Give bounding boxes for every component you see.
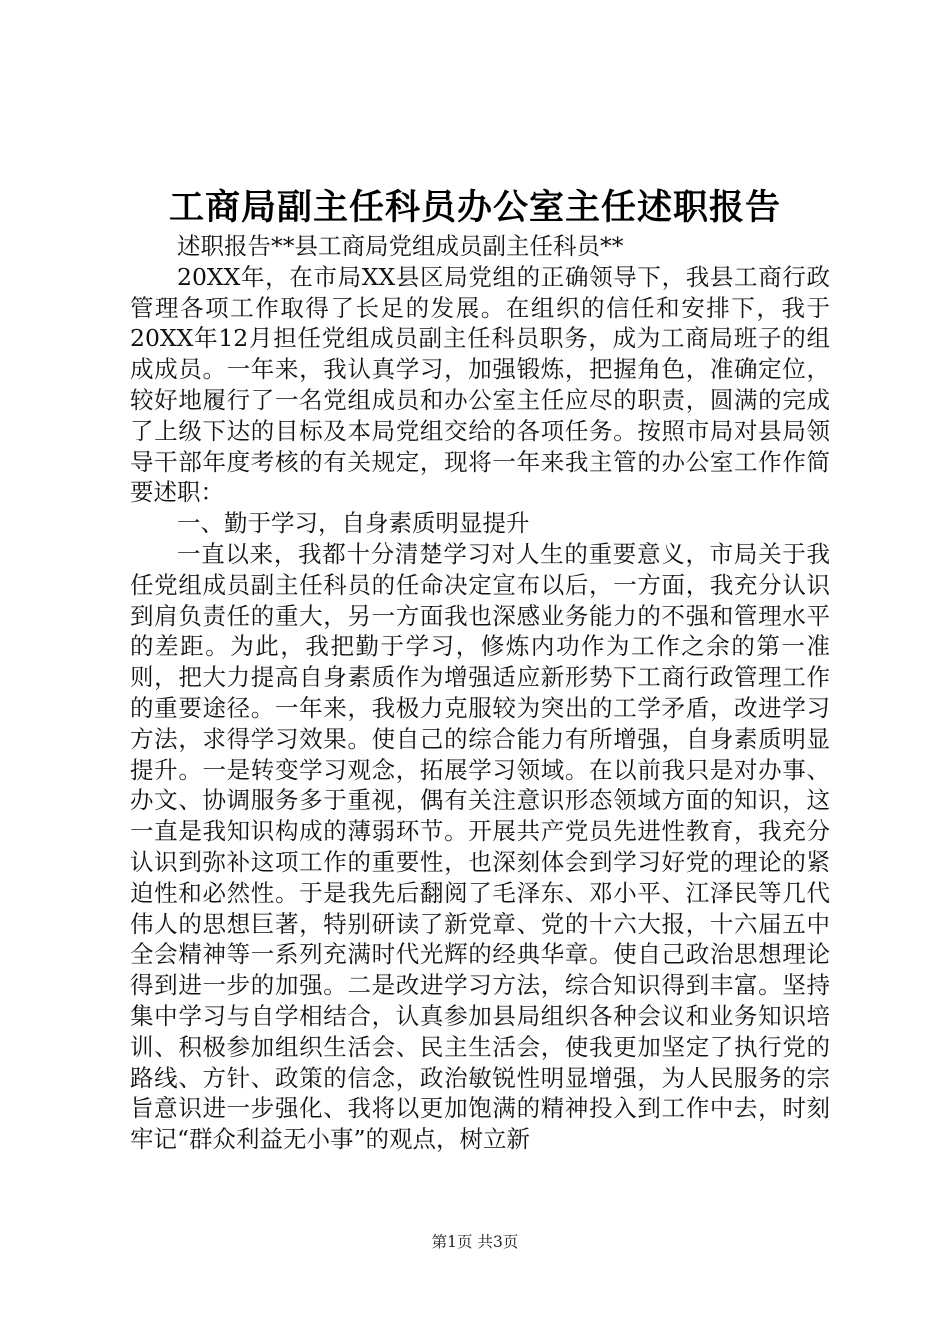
section-heading: 一、勤于学习，自身素质明显提升 <box>177 509 530 538</box>
paragraph-subtitle: 述职报告**县工商局党组成员副主任科员** <box>177 232 624 260</box>
document-title: 工商局副主任科员办公室主任述职报告 <box>168 187 781 228</box>
document-body <box>130 231 830 1155</box>
page-footer: 第1页 共3页 <box>431 1233 519 1251</box>
paragraph-body: 一直以来，我都十分清楚学习对人生的重要意义，市局关于我任党组成员副主任科员的任命决定宣布以后，一方面，我充分认识到肩负责任的重大，另一方面我也深感业务能力的不强和管理水平的差距。为此，我把勤于学习，修炼内功作为工作之余的第一准则，把大力提高自身素质作为增强适应新形势下工商行政管理工作的重要途径。一年来，我极力克服较为突出的工学矛盾，改进学习方法，求得学习效果。使自己的综合能力有所增强，自身素质明显提升。一是转变学习观念，拓展学习领域。在以前我只是对办事、办文、协调服务多于重视，偶有关注意识形态领域方面的知识，这一直是我知识构成的薄弱环节。开展共产党员先进性教育，我充分认识到弥补这项工作的重要性，也深刻体会到学习好党的理论的紧迫性和必然性。于是我先后翻阅了毛泽东、邓小平、江泽民等几代伟人的思想巨著，特别研读了新党章、党的十六大报，十六届五中全会精神等一系列充满时代光辉的经典华章。使自己政治思想理论得到进一步的加强。二是改进学习方法，综合知识得到丰富。坚持集中学习与自学相结合，认真参加县局组织各种会议和业务知识培训、积极参加组织生活会、民主生活会，使我更加坚定了执行党的路线、方针、政策的信念，政治敏锐性明显增强，为人民服务的宗旨意识进一步强化、我将以更加饱满的精神投入到工作中去，时刻牢记“群众利益无小事”的观点，树立新 <box>130 539 830 1154</box>
paragraph-intro: 20XX年，在市局XX县区局党组的正确领导下，我县工商行政管理各项工作取得了长足的发展。在组织的信任和安排下，我于20XX年12月担任党组成员副主任科员职务，成为工商局班子的组成成员。一年来，我认真学习，加强锻炼，把握角色，准确定位，较好地履行了一名党组成员和办公室主任应尽的职责，圆满的完成了上级下达的目标及本局党组交给的各项任务。按照市局对县局领导干部年度考核的有关规定，现将一年来我主管的办公室工作作简要述职： <box>130 262 830 507</box>
